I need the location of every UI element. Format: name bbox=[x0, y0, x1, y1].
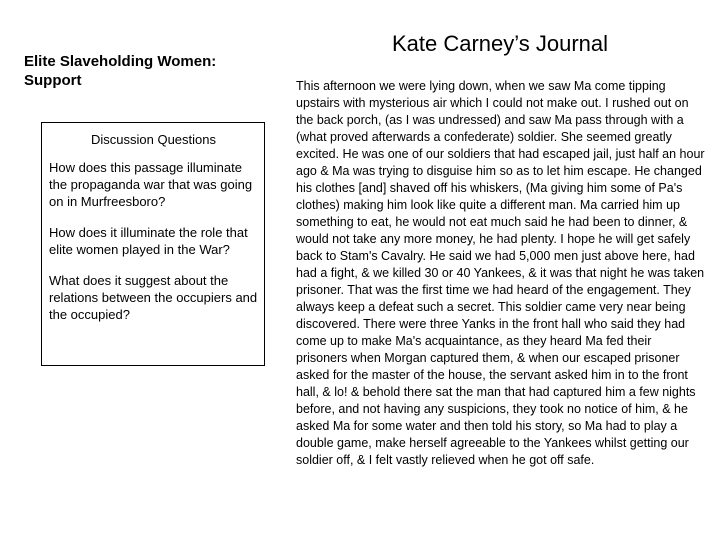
question-3: What does it suggest about the relations between the occupiers and the occupied? bbox=[49, 273, 258, 322]
question-1: How does this passage illuminate the propaganda war that was going on in Murfreesboro? bbox=[49, 160, 253, 209]
discussion-questions-box bbox=[41, 122, 265, 366]
discussion-questions-heading: Discussion Questions bbox=[91, 132, 216, 147]
question-2: How does it illuminate the role that elite women played in the War? bbox=[49, 225, 248, 257]
journal-title: Kate Carney’s Journal bbox=[391, 31, 609, 56]
journal-excerpt: This afternoon we were lying down, when we saw Ma come tipping upstairs with mysterious air which I could not make out. I rushed out on the back porch, (as I was undressed) and saw Ma pass through with a (what proved afterwards a confederate) soldier. She seemed greatly excited. He was one of our soldiers that had escaped jail, just half an hour ago & Ma was trying to disguise him so as to let him escape. He changed his clothes [and] shaved off his whiskers, (Ma giving him some of Pa's clothes) making him look like quite a different man. Ma carried him up something to eat, he would not eat much said he had been to dinner, & would not take any more money, he had plenty. I hope he will get safely back to Stam's Cavalry. He said we had 5,000 men just above here, had had a fight, & we killed 30 or 40 Yankees, & it was that night he was taken prisoner. That was the first time we had heard of the engagement. They always keep a defeat such a secret. This soldier came very near being discovered. There were three Yanks in the front hall who said they had come up to make Ma's acquaintance, as they heard Ma fed their prisoners when Morgan captured them, & when our escaped prisoner asked for the master of the house, the servant asked him in to the front hall, & lo! & behold there sat the man that had captured him a few nights before, and not having any suspicions, they took no notice of him, & he asked Ma for some water and then told his story, so Ma had to play a double game, make herself agreeable to the Yankees whilst getting our soldier off, & I felt vastly relieved when he got off safe. bbox=[296, 79, 705, 467]
slide-title: Elite Slaveholding Women: Support bbox=[24, 53, 217, 89]
